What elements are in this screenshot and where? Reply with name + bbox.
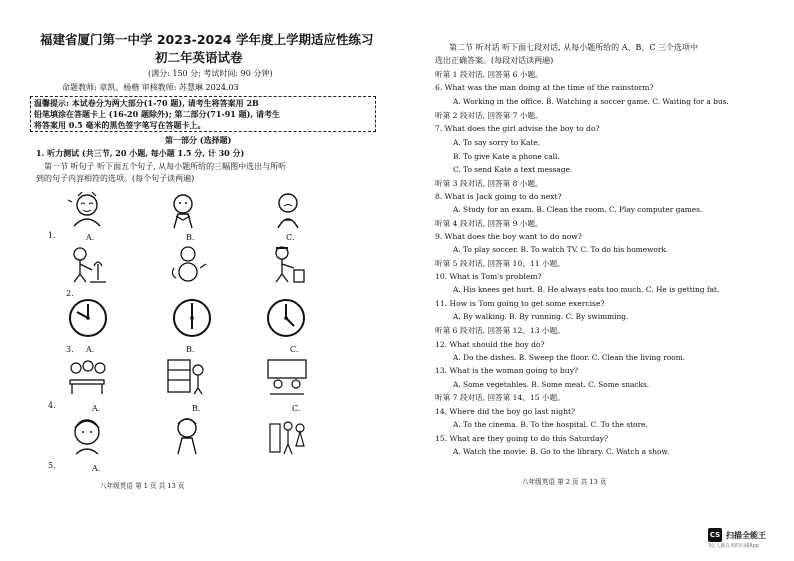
boy-watering-illustration [164,244,210,284]
answer-options: A. Do the dishes. B. Sweep the floor. C. Clean the living room. [453,353,686,362]
section1-line-2: 到的句子内容相符的选项。(每个句子读两遍) [36,174,195,183]
answer-options: A. To the cinema. B. To the hospital. C. To the store. [453,420,648,429]
watermark-tagline: 3亿人都在用的扫描App [708,544,759,549]
clock-icon [266,298,306,338]
question-line: 听第 7 段对话, 回答第 14、15 小题。 [435,393,565,402]
cleaning-illustration [264,244,310,284]
question-line: 13. What is the woman going to buy? [435,366,579,375]
answer-options: A. To play soccer. B. To watch TV. C. To do his homework. [453,245,669,254]
answer-options: A. Study for an exam. B. Clean the room. C. Play computer games. [453,205,703,214]
girl-illustration [64,416,110,456]
right-page [397,0,794,561]
question-line: 15. What are they going to do this Saturday? [435,434,609,443]
sore-throat-illustration [160,190,206,230]
option-c: C. [292,404,301,413]
option-c: C. [286,233,295,242]
section2-line-1: 第二节 听对话 听下面七段对话, 从每小题所给的 A、B、C 三个选项中 [449,43,699,52]
question-line: 12. What should the boy do? [435,340,545,349]
answer-options: A. Working in the office. B. Watching a soccer game. C. Waiting for a bus. [453,97,729,106]
row-number: 4. [48,401,56,410]
question-line: 听第 4 段对话, 回答第 9 小题。 [435,219,543,228]
clock-icon [172,298,212,338]
question-line: 8. What is Jack going to do next? [435,192,562,201]
exam-title: 福建省厦门第一中学 2023-2024 学年度上学期适应性练习 [40,32,374,47]
option-c: C. [290,345,299,354]
people-illustration [264,416,310,456]
question-line: 听第 3 段对话, 回答第 8 小题。 [435,179,543,188]
camscanner-logo: CS [708,528,722,542]
row-number: 2. [66,289,74,298]
question-line: 9. What does the boy want to do now? [435,232,582,241]
question-line: 14. Where did the boy go last night? [435,407,576,416]
section1-line-1: 第一节 听句子 听下面五个句子, 从每小题所给的三幅图中选出与所听 [44,162,287,171]
question-line: 听第 6 段对话, 回答第 12、13 小题。 [435,326,565,335]
library-illustration [164,356,210,396]
answer-options: A. By walking. B. By running. C. By swimming. [453,312,629,321]
option-b: B. [186,345,195,354]
option-b: B. [192,404,201,413]
row-number: 3. [66,345,74,354]
exam-meta: (满分: 150 分; 考试时间: 90 分钟) [148,69,273,78]
answer-options: A. Some vegetables. B. Some meat. C. Some snacks. [453,380,650,389]
hint-line-3: 将答案用 0.5 毫米的黑色签字笔写在答题卡上。 [34,120,206,130]
question-line: 11. How is Tom going to get some exercise? [435,299,605,308]
option-a: A. [86,345,95,354]
option-a: A. [92,404,101,413]
exam-authors: 命题教师: 章凯、杨楷 审核教师: 苏慧琳 2024.03 [62,83,239,92]
headache-illustration [64,190,110,230]
question-line: 7. What does the girl advise the boy to do? [435,124,600,133]
row-number: 5. [48,461,56,470]
question-line: 听第 5 段对话, 回答第 10、11 小题。 [435,259,565,268]
watermark-name: 扫描全能王 [726,531,766,540]
answer-options: C. To send Kate a text message. [453,165,573,174]
exam-subtitle: 初二年英语试卷 [155,50,243,65]
woman-illustration [164,416,210,456]
option-a: A. [86,233,95,242]
question-line: 听第 2 段对话, 回答第 7 小题。 [435,111,543,120]
option-b: B. [186,233,195,242]
hint-line-2: 铅笔填涂在答题卡上 (16-20 题除外); 第二部分(71-91 题), 请考生 [34,109,280,119]
row-number: 1. [48,231,56,240]
hint-line-1: 温馨提示: 本试卷分为两大部分(1-70 题), 请考生将答案用 2B [34,98,259,108]
answer-options: B. To give Kate a phone call. [453,152,560,161]
left-footer: 八年级英语 第 1 页 共 13 页 [100,482,185,490]
clock-icon [68,298,108,338]
right-footer: 八年级英语 第 2 页 共 13 页 [522,478,607,486]
answer-options: A. To say sorry to Kate. [453,138,541,147]
listening-heading: 1. 听力测试 (共三节, 20 小题, 每小题 1.5 分, 计 30 分) [36,148,245,158]
question-line: 听第 1 段对话, 回答第 6 小题。 [435,70,543,79]
classroom-illustration [264,356,310,396]
section2-line-2: 选出正确答案。(每段对话读两遍) [435,56,554,65]
answer-options: A. His knees get hurt. B. He always eats too much. C. He is getting fat. [453,285,720,294]
stomachache-illustration [266,190,312,230]
question-line: 6. What was the man doing at the time of the rainstorm? [435,83,654,92]
family-dinner-illustration [64,356,110,396]
question-line: 10. What is Tom's problem? [435,272,542,281]
part1-heading: 第一部分 (选择题) [165,135,232,145]
planting-tree-illustration [64,244,110,284]
option-a: A. [92,464,101,473]
answer-options: A. Watch the movie. B. Go to the library. C. Watch a show. [453,447,670,456]
